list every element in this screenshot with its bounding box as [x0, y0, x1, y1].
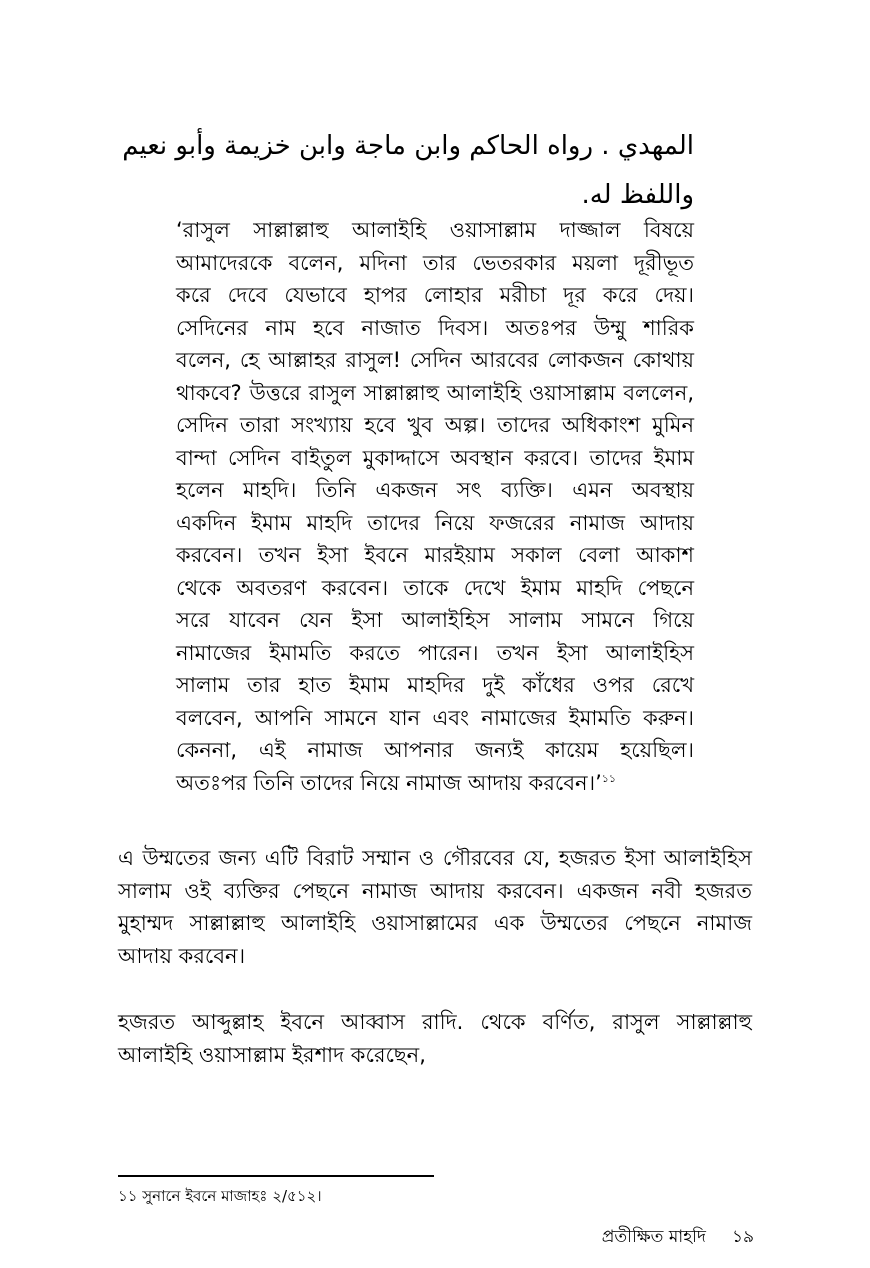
quote-line: বলবেন, আপনি সামনে যান এবং নামাজের ইমামতি করুন।	[176, 705, 694, 730]
quote-line: হলেন মাহদি। তিনি একজন সৎ ব্যক্তি। এমন অবস্থায়	[176, 478, 694, 502]
quote-last-line	[176, 767, 694, 800]
quote-line: করে দেবে যেভাবে হাপর লোহার মরীচা দূর করে দেয়।	[176, 283, 694, 307]
paragraph-line: হজরত আব্দুল্লাহ ইবনে আব্বাস রাদি. থেকে বর্ণিত, রাসুল সাল্লাল্লাহু	[118, 1010, 752, 1034]
quote-line: কেননা, এই নামাজ আপনার জন্যই কায়েম হয়েছিল।	[176, 738, 694, 762]
quote-line: আমাদেরকে বলেন, মদিনা তার ভেতরকার ময়লা দূরীভূত	[176, 250, 694, 275]
page-number: ১৯	[731, 1227, 754, 1247]
quote-line: সালাম তার হাত ইমাম মাহদির দুই কাঁধের ওপর রেখে	[176, 673, 694, 697]
paragraph-line: সালাম ওই ব্যক্তির পেছনে নামাজ আদায় করবেন। একজন নবী হজরত	[118, 878, 752, 903]
arabic-hadith-reference	[122, 122, 694, 220]
quote-line: থাকবে? উত্তরে রাসুল সাল্লাল্লাহু আলাইহি ওয়াসাল্লাম বললেন,	[176, 380, 694, 405]
body-paragraph	[118, 1006, 752, 1071]
running-title: প্রতীক্ষিত মাহদি	[601, 1227, 706, 1247]
paragraph-line: এ উম্মতের জন্য এটি বিরাট সম্মান ও গৌরবের যে, হজরত ইসা আলাইহিস	[118, 846, 752, 870]
quote-line: নামাজের ইমামতি করতে পারেন। তখন ইসা আলাইহিস	[176, 640, 694, 665]
paragraph-line: মুহাম্মদ সাল্লাল্লাহু আলাইহি ওয়াসাল্লামের এক উম্মতের পেছনে নামাজ	[118, 911, 752, 935]
quote-line: সেদিন তারা সংখ্যায় হবে খুব অল্প। তাদের অধিকাংশ মুমিন	[176, 413, 694, 437]
arabic-line: واللفظ له.	[581, 180, 694, 210]
hadith-translation-quote	[176, 214, 694, 799]
paragraph-line: আদায় করবেন।	[118, 943, 246, 968]
arabic-line: المهدي . رواه الحاكم وابن ماجة وابن خزيمة وأبو نعيم	[122, 131, 694, 161]
page-footer	[602, 1226, 754, 1248]
quote-line: ‘রাসুল সাল্লাল্লাহু আলাইহি ওয়াসাল্লাম দাজ্জাল বিষয়ে	[176, 218, 694, 242]
footnote-divider	[118, 1175, 434, 1177]
quote-line: বান্দা সেদিন বাইতুল মুকাদ্দাসে অবস্থান করবে। তাদের ইমাম	[176, 445, 694, 470]
paragraph-line: আলাইহি ওয়াসাল্লাম ইরশাদ করেছেন,	[118, 1042, 426, 1067]
body-paragraph	[118, 842, 752, 972]
footnote-text: ১১ সুনানে ইবনে মাজাহঃ ২/৫১২।	[118, 1187, 322, 1205]
quote-line: সেদিনের নাম হবে নাজাত দিবস। অতঃপর উম্মু শারিক	[176, 315, 694, 340]
quote-line: করবেন। তখন ইসা ইবনে মারইয়াম সকাল বেলা আকাশ	[176, 543, 694, 567]
quote-line: অতঃপর তিনি তাদের নিয়ে নামাজ আদায় করবেন।’	[176, 770, 602, 795]
quote-line: থেকে অবতরণ করবেন। তাকে দেখে ইমাম মাহদি পেছনে	[176, 575, 694, 600]
footnote-reference[interactable]: ১১	[601, 771, 617, 785]
quote-line: একদিন ইমাম মাহদি তাদের নিয়ে ফজরের নামাজ আদায়	[176, 510, 694, 535]
quote-line: বলেন, হে আল্লাহর রাসুল! সেদিন আরবের লোকজন কোথায়	[176, 348, 694, 372]
quote-line: সরে যাবেন যেন ইসা আলাইহিস সালাম সামনে গিয়ে	[176, 608, 694, 632]
